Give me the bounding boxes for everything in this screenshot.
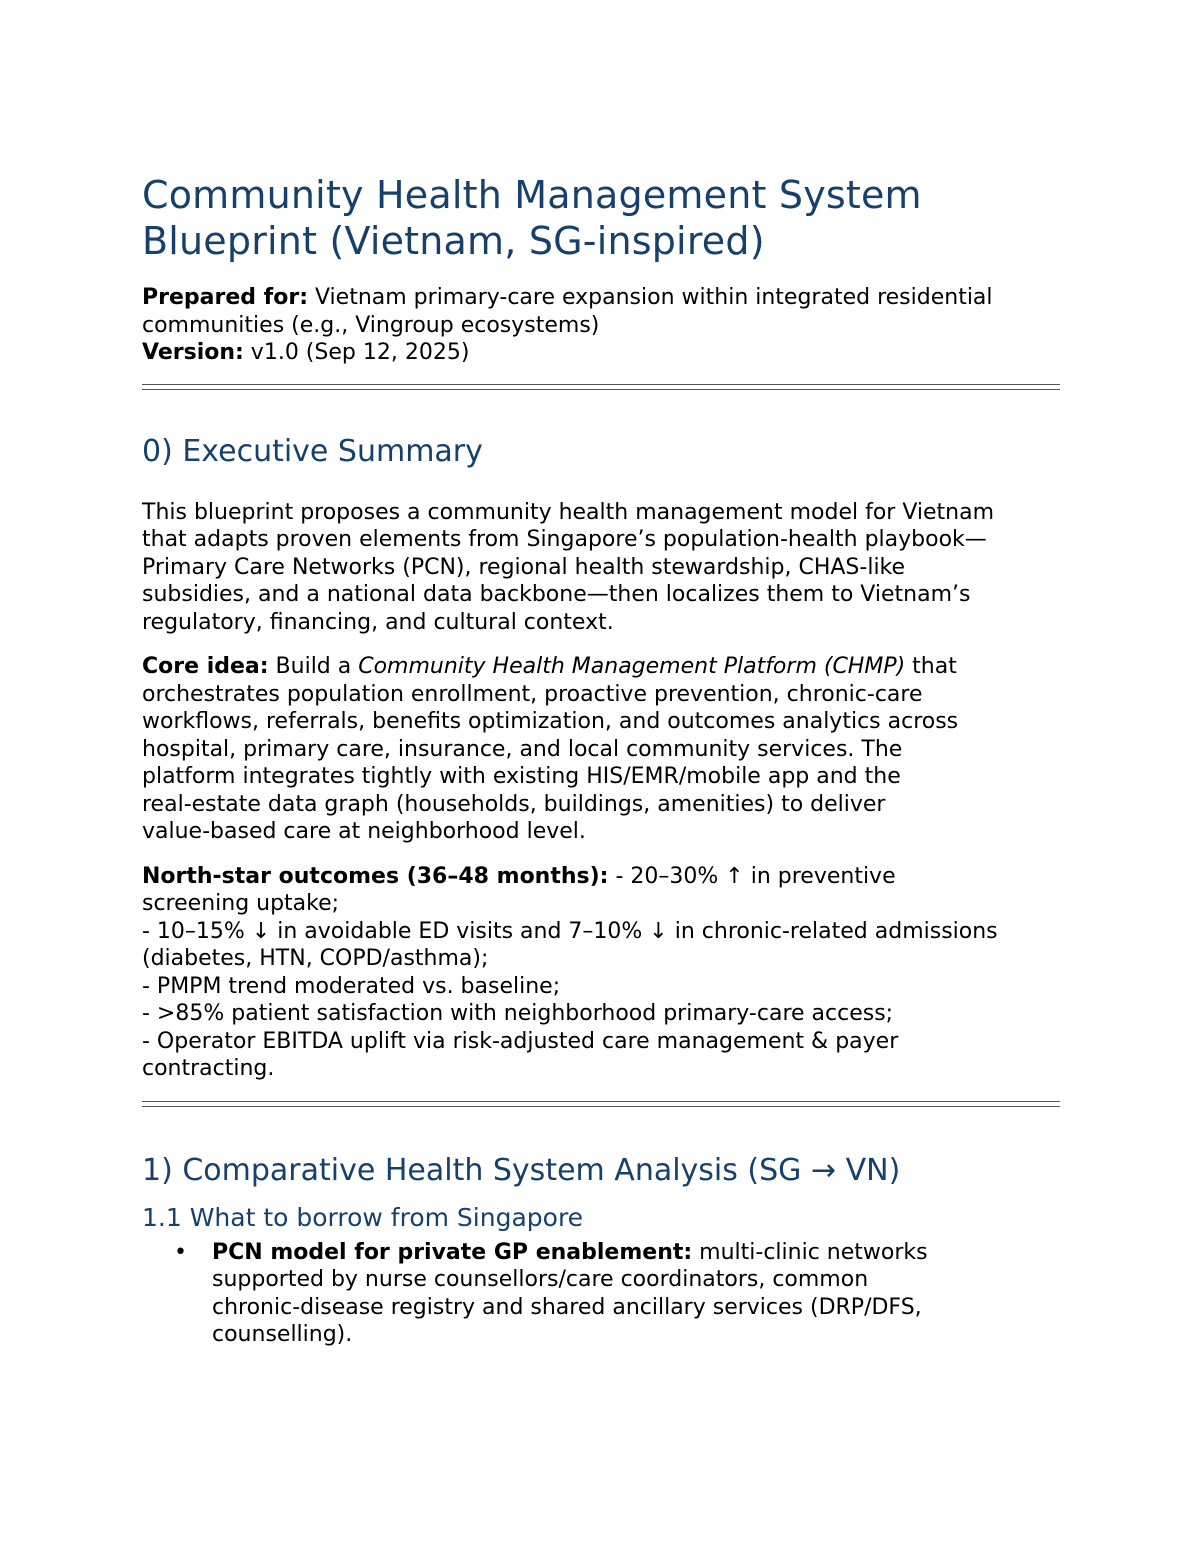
summary-line: that adapts proven elements from Singapore’s population-health playbook— xyxy=(142,527,987,552)
section-heading-executive-summary: 0) Executive Summary xyxy=(142,433,483,469)
bullet-icon: • xyxy=(174,1239,187,1265)
prepared-for-label: Prepared for: xyxy=(142,285,308,310)
north-star-line: - >85% patient satisfaction with neighborhood primary-care access; xyxy=(142,1001,894,1026)
north-star-line: - Operator EBITDA uplift via risk-adjusted care management & payer xyxy=(142,1028,899,1054)
core-idea-line: hospital, primary care, insurance, and local community services. The xyxy=(142,736,903,762)
core-idea-line: orchestrates population enrollment, proactive prevention, chronic-care xyxy=(142,681,923,707)
version-label: Version: xyxy=(142,340,244,365)
north-star-first: - 20–30% ↑ in preventive xyxy=(608,863,896,889)
horizontal-rule xyxy=(142,384,1060,390)
subsection-heading-borrow-from-singapore: 1.1 What to borrow from Singapore xyxy=(142,1202,584,1232)
north-star-line: screening uptake; xyxy=(142,891,340,916)
horizontal-rule xyxy=(142,1101,1060,1107)
core-idea-italic: Community Health Management Platform (CHMP) xyxy=(358,654,906,679)
prepared-for xyxy=(142,284,1060,339)
north-star-label: North-star outcomes (36–48 months): xyxy=(142,863,609,889)
north-star-line: (diabetes, HTN, COPD/asthma); xyxy=(142,946,489,971)
document-title xyxy=(142,172,1060,264)
title-line-2: Blueprint (Vietnam, SG-inspired) xyxy=(142,219,765,263)
north-star-line: - 10–15% ↓ in avoidable ED visits and 7–10% ↓ in chronic-related admissions xyxy=(142,918,998,944)
core-idea-line: real-estate data graph (households, buildings, amenities) to deliver xyxy=(142,791,886,817)
core-idea-post: that xyxy=(905,654,957,679)
north-star-line: contracting. xyxy=(142,1056,275,1081)
prepared-for-value-2: communities (e.g., Vingroup ecosystems) xyxy=(142,312,600,338)
summary-line: Primary Care Networks (PCN), regional health stewardship, CHAS-like xyxy=(142,554,906,580)
north-star-first-line xyxy=(142,863,1060,891)
core-idea-label: Core idea: xyxy=(142,654,269,679)
section-heading-comparative-analysis: 1) Comparative Health System Analysis (SG → VN) xyxy=(142,1152,901,1188)
core-idea-line: workflows, referrals, benefits optimization, and outcomes analytics across xyxy=(142,709,959,734)
version xyxy=(142,339,1060,367)
north-star-line: - PMPM trend moderated vs. baseline; xyxy=(142,973,561,999)
summary-line: regulatory, financing, and cultural context. xyxy=(142,609,614,635)
bullet-line: counselling). xyxy=(212,1322,353,1347)
prepared-for-value-1: Vietnam primary-care expansion within integrated residential xyxy=(308,285,993,310)
summary-paragraph xyxy=(142,499,1060,637)
core-idea-line: value-based care at neighborhood level. xyxy=(142,819,586,844)
north-star-paragraph xyxy=(142,863,1060,1083)
bullet-list xyxy=(142,1239,1060,1349)
list-item xyxy=(142,1239,1060,1349)
core-idea-pre: Build a xyxy=(268,654,359,679)
bullet-line: supported by nurse counsellors/care coordinators, common xyxy=(212,1267,869,1292)
summary-line: subsidies, and a national data backbone—then localizes them to Vietnam’s xyxy=(142,582,971,607)
bullet-label: PCN model for private GP enablement: xyxy=(212,1239,693,1265)
summary-line: This blueprint proposes a community health management model for Vietnam xyxy=(142,499,995,525)
bullet-first: multi-clinic networks xyxy=(692,1239,928,1265)
core-idea-first-line xyxy=(142,653,1060,681)
core-idea-paragraph xyxy=(142,653,1060,846)
bullet-line: chronic-disease registry and shared ancillary services (DRP/DFS, xyxy=(212,1294,922,1320)
core-idea-line: platform integrates tightly with existing HIS/EMR/mobile app and the xyxy=(142,764,901,789)
version-value: v1.0 (Sep 12, 2025) xyxy=(243,340,470,365)
document-page xyxy=(142,172,1060,1349)
bullet-first-line xyxy=(212,1239,1060,1267)
title-line-1: Community Health Management System xyxy=(142,173,922,217)
document-meta xyxy=(142,284,1060,367)
